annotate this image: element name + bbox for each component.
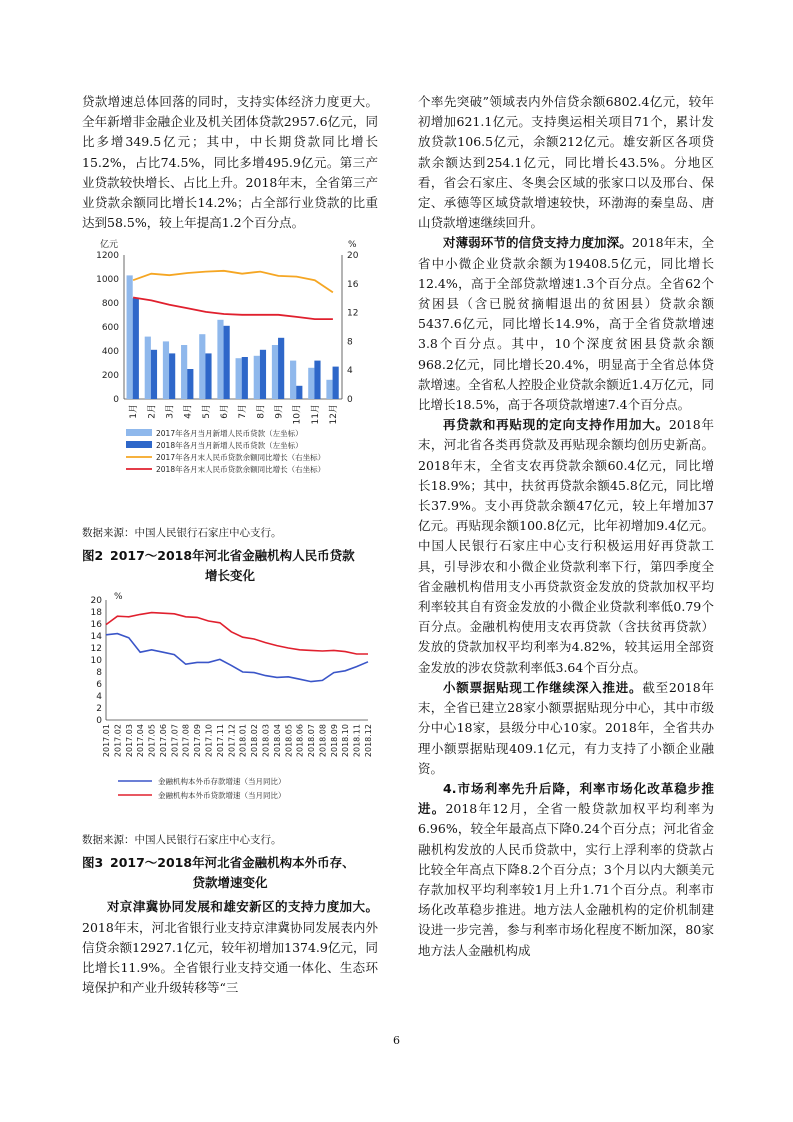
left-column: [82, 92, 378, 998]
bar-2018: [296, 386, 302, 399]
legend-label: 2018年各月当月新增人民币贷款（左坐标）: [156, 441, 303, 451]
legend-label: 2018年各月末人民币贷款余额同比增长（右坐标）: [156, 465, 326, 475]
figure-2-caption: [82, 546, 378, 586]
y-tick-label: 16: [90, 620, 102, 631]
right-paragraph-3: [418, 415, 714, 678]
y-tick-label: 0: [96, 716, 102, 727]
bar-2018: [224, 326, 230, 399]
x-tick-label: 2018.08: [318, 724, 328, 758]
figure-2-chart: [82, 233, 378, 515]
figure-3-caption-line1: 2017～2018年河北省金融机构本外币存、: [110, 855, 355, 871]
y-tick-label: 20: [90, 596, 102, 607]
right-paragraph-4: [418, 678, 714, 779]
x-tick-label: 2017.01: [102, 724, 111, 758]
x-tick-label: 2017.08: [181, 724, 191, 758]
x-tick-label: 2017.12: [227, 724, 237, 758]
y-left-tick-label: 0: [113, 395, 119, 406]
figure-2-caption-line2: 增长变化: [204, 568, 255, 584]
right-paragraph-5: [418, 779, 714, 961]
legend-label: 金融机构本外币存款增速（当月同比）: [158, 777, 286, 787]
right-paragraph-1: 个率先突破”领域表内外信贷余额6802.4亿元，较年初增加621.1亿元。支持奥运相关项目71个，累计发放贷款106.5亿元，余额212亿元。雄安新区各项贷款余额达到254.1亿元，同比增长43.5%。分地区看，省会石家庄、冬奥会区域的张家口以及邢台、保定、承德等区域贷款增速较快，环渤海的秦皇岛、唐山贷款增速继续回升。: [418, 94, 714, 231]
right-paragraph-3-heading: 再贷款和再贴现的定向支持作用加大。: [443, 417, 669, 433]
right-paragraph-5-heading: 4.市场利率先升后降，利率市场化改革稳步推进。: [418, 780, 714, 817]
x-tick-label: 2018.09: [329, 724, 339, 758]
deposit-growth-line: [106, 634, 368, 682]
x-tick-label: 11月: [310, 404, 321, 425]
figure-3-caption-line2: 贷款增速变化: [192, 875, 268, 891]
bar-2018: [333, 367, 339, 399]
bar-2018: [187, 369, 193, 399]
bar-2018: [278, 338, 284, 399]
bar-2017: [163, 342, 169, 400]
x-tick-label: 2018.02: [250, 724, 260, 758]
right-paragraph-2-body: 2018年末，全省中小微企业贷款余额为19408.5亿元，同比增长12.4%，高于全部贷款增速1.3个百分点。全省62个贫困县（含已脱贫摘帽退出的贫困县）贷款余额5437.6亿元，同比增长14.9%，高于全省贷款增速3.8个百分点。其中，10个深度贫困县贷款余额968.2亿元，同比增长20.4%，明显高于全省总体贷款增速。全省私人控股企业贷款余额近1.4万亿元，同比增长18.5%，高于各项贷款增速7.4个百分点。: [418, 235, 714, 413]
series-line-2018: [133, 298, 333, 320]
x-tick-label: 2017.02: [113, 724, 123, 758]
series-line-2017: [133, 271, 333, 293]
bar-2018: [314, 361, 320, 399]
bar-2017: [145, 337, 151, 399]
x-tick-label: 1月: [129, 404, 140, 420]
bar-2018: [151, 350, 157, 399]
x-tick-label: 2017.03: [124, 724, 134, 758]
bar-2017: [254, 356, 260, 399]
x-tick-label: 2018.12: [364, 724, 373, 758]
x-tick-label: 2018.11: [352, 724, 362, 758]
figure-3-caption-number: 图3: [82, 855, 104, 871]
bar-2017: [308, 368, 314, 399]
bar-2017: [199, 335, 205, 400]
figure-2-caption-number: 图2: [82, 548, 104, 564]
y-right-unit: %: [348, 240, 357, 251]
y-tick-label: 18: [90, 608, 102, 619]
left-paragraph-2-heading: 对京津冀协同发展和雄安新区的支持力度加大。: [107, 899, 378, 915]
y-right-tick-label: 20: [347, 251, 359, 262]
x-tick-label: 2017.05: [147, 724, 157, 758]
x-tick-label: 8月: [256, 404, 267, 420]
legend-swatch: [126, 429, 152, 436]
y-left-unit: 亿元: [99, 240, 118, 251]
y-left-tick-label: 1000: [96, 275, 119, 286]
y-left-tick-label: 600: [101, 323, 119, 334]
right-paragraph-4-body: 截至2018年末，全省已建立28家小额票据贴现分中心，其中市级分中心18家，县级分中心10家。2018年，全省共办理小额票据贴现409.1亿元，有力支持了小额企业融资。: [418, 679, 714, 776]
figure-3-caption: [82, 853, 378, 893]
x-tick-label: 2018.07: [307, 724, 317, 758]
bar-2017: [290, 361, 296, 399]
right-paragraph-4-heading: 小额票据贴现工作继续深入推进。: [443, 679, 643, 695]
y-right-tick-label: 8: [347, 337, 353, 348]
figure-3-source: 数据来源：中国人民银行石家庄中心支行。: [82, 834, 282, 847]
y-right-tick-label: 16: [347, 280, 359, 291]
x-tick-label: 2018.01: [238, 724, 248, 758]
x-tick-label: 2018.05: [284, 724, 294, 758]
x-tick-label: 2017.06: [158, 724, 168, 758]
left-paragraph-1: 贷款增速总体回落的同时，支持实体经济力度更大。全年新增非金融企业及机关团体贷款2957.6亿元，同比多增349.5亿元；其中，中长期贷款同比增长15.2%，占比74.5%，同比多增495.9亿元。第三产业贷款较快增长、占比上升。2018年末，全省第三产业贷款余额同比增长14.2%；占全部行业贷款的比重达到58.5%，较上年提高1.2个百分点。: [82, 94, 378, 231]
loan-growth-line: [106, 613, 368, 654]
page-number: 6: [393, 1034, 400, 1047]
y-right-tick-label: 12: [347, 309, 359, 320]
bar-2018: [242, 357, 248, 399]
right-column: [418, 92, 714, 961]
x-tick-label: 2017.04: [136, 724, 146, 758]
right-paragraph-2: [418, 233, 714, 415]
right-paragraph-3-body: 2018年末，河北省各类再贷款及再贴现余额均创历史新高。2018年末，全省支农再贷款余额60.4亿元，同比增长18.9%；其中，扶贫再贷款余额45.8亿元，同比增长37.9%。支小再贷款余额47亿元，较上年增加37亿元。再贴现余额100.8亿元，比年初增加9.4亿元。中国人民银行石家庄中心支行积极运用好再贷款工具，引导涉农和小微企业贷款利率下行，第四季度全省金融机构借用支小再贷款资金发放的贷款加权平均利率较其自有资金发放的小微企业贷款利率低0.79个百分点。金融机构使用支农再贷款（含扶贫再贷款）发放的贷款加权平均利率为4.82%，较其运用全部资金发放的涉农贷款利率低3.64个百分点。: [418, 417, 714, 675]
x-tick-label: 10月: [292, 404, 303, 425]
figure-3-chart: [82, 590, 378, 822]
legend-label: 2017年各月末人民币贷款余额同比增长（右坐标）: [156, 453, 326, 463]
y-tick-label: 10: [90, 656, 102, 667]
legend-swatch: [126, 441, 152, 448]
left-paragraph-2: [82, 897, 378, 998]
x-tick-label: 4月: [183, 404, 194, 420]
y-axis-unit: %: [114, 592, 123, 603]
right-paragraph-2-heading: 对薄弱环节的信贷支持力度加深。: [443, 235, 632, 251]
y-left-tick-label: 200: [101, 371, 119, 382]
x-tick-label: 2017.10: [204, 724, 214, 758]
y-right-tick-label: 0: [347, 395, 353, 406]
left-paragraph-2-body: 2018年末，河北省银行业支持京津冀协同发展表内外信贷余额12927.1亿元，较年初增加1374.9亿元，同比增长11.9%。全省银行业支持交通一体化、生态环境保护和产业升级转移等“三: [82, 919, 378, 996]
x-tick-label: 2017.09: [193, 724, 203, 758]
legend-label: 金融机构本外币贷款增速（当月同比）: [158, 791, 286, 801]
bar-2017: [236, 359, 242, 400]
bar-2018: [260, 350, 266, 399]
x-tick-label: 7月: [238, 404, 249, 420]
y-right-tick-label: 4: [347, 366, 353, 377]
x-tick-label: 5月: [201, 404, 212, 420]
x-tick-label: 2018.10: [341, 724, 351, 758]
figure-2-caption-line1: 2017～2018年河北省金融机构人民币贷款: [110, 548, 355, 564]
y-left-tick-label: 1200: [96, 251, 119, 262]
x-tick-label: 12月: [328, 404, 339, 425]
x-tick-label: 2017.07: [170, 724, 180, 758]
bar-2017: [326, 380, 332, 399]
bar-2018: [169, 354, 175, 400]
y-tick-label: 2: [96, 704, 102, 715]
y-tick-label: 4: [96, 692, 102, 703]
x-tick-label: 2018.06: [295, 724, 305, 758]
right-paragraph-5-body: 2018年12月，全省一般贷款加权平均利率为6.96%，较全年最高点下降0.24个百分点；河北省金融机构发放的人民币贷款中，实行上浮利率的贷款占比较全年高点下降8.2个百分点；3个月以内大额美元存款加权平均利率较1月上升1.71个百分点。利率市场化改革稳步推进。地方法人金融机构的定价机制建设进一步完善，参与利率市场化程度不断加深，80家地方法人金融机构成: [418, 801, 714, 958]
x-tick-label: 2017.11: [215, 724, 225, 758]
y-left-tick-label: 800: [101, 299, 119, 310]
bar-2017: [181, 345, 187, 399]
x-tick-label: 6月: [219, 404, 230, 420]
y-tick-label: 8: [96, 668, 102, 679]
bar-2017: [272, 345, 278, 399]
bar-2018: [205, 354, 211, 400]
bar-2017: [127, 276, 133, 400]
bar-2018: [133, 299, 139, 400]
x-tick-label: 3月: [165, 404, 176, 420]
y-tick-label: 12: [90, 644, 102, 655]
x-tick-label: 9月: [274, 404, 285, 420]
x-tick-label: 2018.04: [272, 724, 282, 758]
y-tick-label: 6: [96, 680, 102, 691]
x-tick-label: 2月: [147, 404, 158, 420]
figure-2-source: 数据来源：中国人民银行石家庄中心支行。: [82, 527, 282, 540]
legend-label: 2017年各月当月新增人民币贷款（左坐标）: [156, 429, 303, 439]
y-left-tick-label: 400: [101, 347, 119, 358]
y-tick-label: 14: [90, 632, 102, 643]
bar-2017: [217, 320, 223, 399]
x-tick-label: 2018.03: [261, 724, 271, 758]
